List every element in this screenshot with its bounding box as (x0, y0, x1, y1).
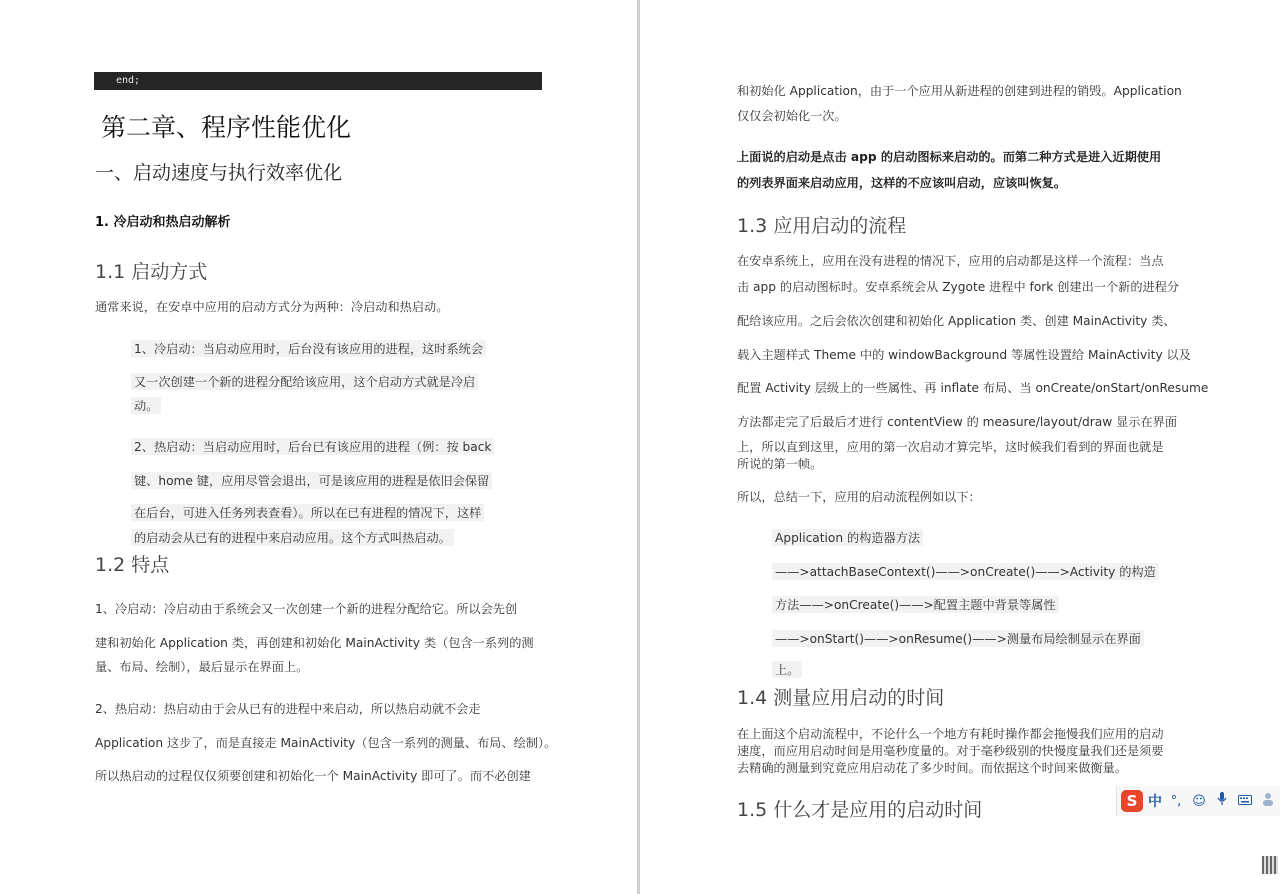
microphone-icon[interactable] (1213, 792, 1231, 810)
feature-hot-line: 2、热启动：热启动由于会从已有的进程中来启动，所以热启动就不会走 (95, 702, 481, 716)
feature-cold-line: 1、冷启动：冷启动由于系统会又一次创建一个新的进程分配给它。所以会先创 (95, 602, 518, 616)
feature-cold-line: 建和初始化 Application 类，再创建和初始化 MainActivity 类（包含一系列的测 (95, 636, 534, 650)
cold-start-line: 又一次创建一个新的进程分配给该应用，这个启动方式就是冷启 (131, 373, 478, 390)
heading-1-4: 1.4 测量应用启动的时间 (737, 687, 945, 709)
feature-hot-line: 所以热启动的过程仅仅须要创建和初始化一个 MainActivity 即可了。而不必创建 (95, 769, 531, 783)
code-snippet: end; (94, 72, 542, 90)
feature-hot-line: Application 这步了，而是直接走 MainActivity（包含一系列的测量、布局、绘制）。 (95, 736, 557, 750)
continued-line: 和初始化 Application，由于一个应用从新进程的创建到进程的销毁。Application (737, 84, 1182, 98)
flow-step: 上。 (772, 661, 802, 678)
flow-line: 在安卓系统上，应用在没有进程的情况下，应用的启动都是这样一个流程：当点 (737, 254, 1164, 268)
heading-1-1: 1.1 启动方式 (95, 261, 208, 283)
smiley-icon[interactable]: ☺ (1192, 793, 1206, 809)
flow-line: 配置 Activity 层级上的一些属性、再 inflate 布局、当 onCreate/onStart/onResume (737, 381, 1209, 395)
section-title: 一、启动速度与执行效率优化 (95, 162, 343, 184)
feature-cold-line: 量、布局、绘制），最后显示在界面上。 (95, 660, 309, 674)
sogou-logo-icon[interactable]: S (1121, 790, 1143, 812)
left-page (0, 0, 637, 894)
flow-step: ——>attachBaseContext()——>onCreate()——>Activity 的构造 (772, 563, 1159, 580)
flow-step: 方法——>onCreate()——>配置主题中背景等属性 (772, 596, 1059, 613)
heading-1-2: 1.2 特点 (95, 554, 170, 576)
flow-line: 所说的第一帧。 (737, 457, 823, 471)
skin-icon[interactable] (1259, 792, 1277, 810)
flow-step: ——>onStart()——>onResume()——>测量布局绘制显示在界面 (772, 630, 1144, 647)
measure-line: 去精确的测量到究竟应用启动花了多少时间。而依据这个时间来做衡量。 (737, 761, 1127, 775)
restore-note-line: 上面说的启动是点击 app 的启动图标来启动的。而第二种方式是进入近期使用 (737, 150, 1162, 164)
cold-start-line: 1、冷启动：当启动应用时，后台没有该应用的进程，这时系统会 (131, 340, 486, 357)
subsection-title: 1. 冷启动和热启动解析 (95, 215, 231, 230)
keyboard-icon[interactable] (1236, 794, 1254, 809)
cold-start-line: 动。 (131, 397, 161, 414)
input-mode-toggle[interactable]: 中 (1148, 794, 1162, 810)
intro-paragraph: 通常来说，在安卓中应用的启动方式分为两种：冷启动和热启动。 (95, 300, 449, 314)
flow-line: 击 app 的启动图标时。安卓系统会从 Zygote 进程中 fork 创建出一个新的进程分 (737, 280, 1180, 294)
flow-step: Application 的构造器方法 (772, 529, 923, 546)
ime-toolbar[interactable] (1116, 786, 1280, 816)
continued-line: 仅仅会初始化一次。 (737, 109, 847, 123)
heading-1-3: 1.3 应用启动的流程 (737, 215, 907, 237)
measure-line: 速度，而应用启动时间是用毫秒度量的。对于毫秒级别的快慢度量我们还是须要 (737, 744, 1164, 758)
summary-line: 所以，总结一下，应用的启动流程例如以下： (737, 490, 981, 504)
resize-grip-icon[interactable] (1262, 856, 1278, 874)
heading-1-5: 1.5 什么才是应用的启动时间 (737, 799, 983, 821)
right-page (640, 0, 1280, 894)
hot-start-line: 键、home 键，应用尽管会退出，可是该应用的进程是依旧会保留 (131, 472, 492, 489)
flow-line: 方法都走完了后最后才进行 contentView 的 measure/layout/draw 显示在界面 (737, 415, 1178, 429)
restore-note-line: 的列表界面来启动应用，这样的不应该叫启动，应该叫恢复。 (737, 176, 1067, 190)
flow-line: 载入主题样式 Theme 中的 windowBackground 等属性设置给 MainActivity 以及 (737, 348, 1191, 362)
punctuation-toggle[interactable]: °, (1170, 793, 1182, 809)
hot-start-line: 的启动会从已有的进程中来启动应用。这个方式叫热启动。 (131, 529, 454, 546)
chapter-title: 第二章、程序性能优化 (101, 113, 352, 142)
measure-line: 在上面这个启动流程中，不论什么一个地方有耗时操作都会拖慢我们应用的启动 (737, 727, 1164, 741)
flow-line: 上，所以直到这里，应用的第一次启动才算完毕，这时候我们看到的界面也就是 (737, 440, 1164, 454)
flow-line: 配给该应用。之后会依次创建和初始化 Application 类、创建 MainActivity 类、 (737, 314, 1176, 328)
hot-start-line: 2、热启动：当启动应用时，后台已有该应用的进程（例：按 back (131, 438, 494, 455)
hot-start-line: 在后台，可进入任务列表查看）。所以在已有进程的情况下，这样 (131, 504, 484, 521)
